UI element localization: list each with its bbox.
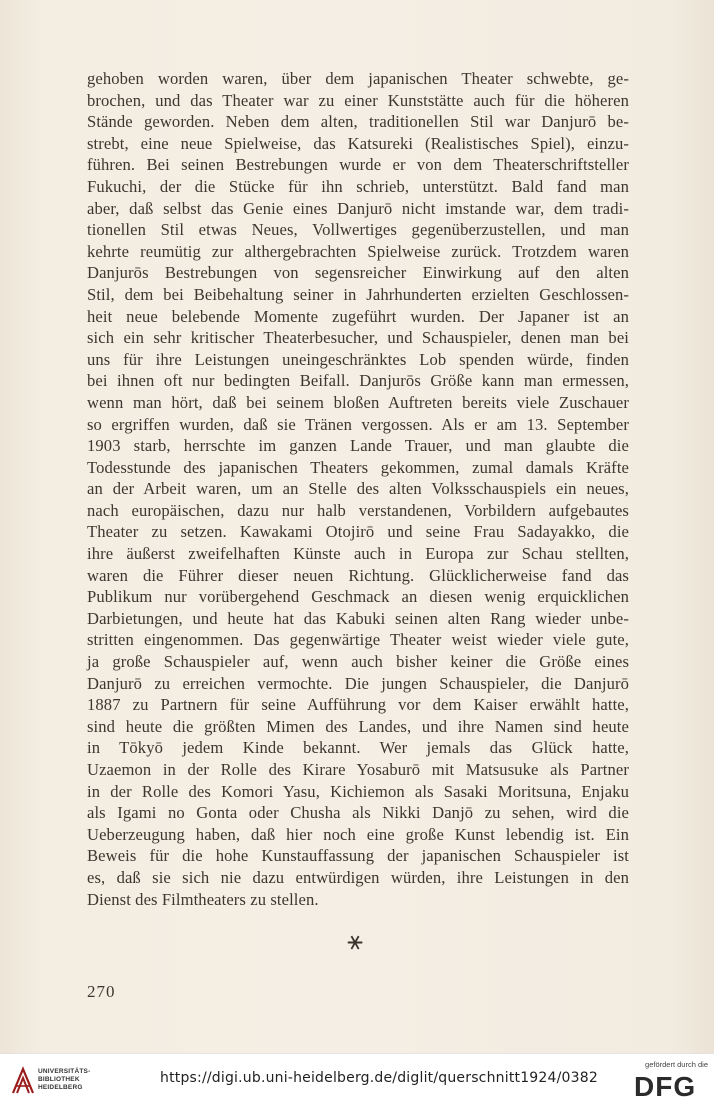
page-number: 270 [87,982,116,1001]
text-line: kehrte reumütig zur althergebrachten Spielweise zurück. Trotzdem waren [87,241,629,261]
text-line: ja große Schauspieler auf, wenn auch bisher keiner die Größe eines [87,652,629,672]
text-line: Theater zu setzen. Kawakami Otojirō und seine Frau Sadayakko, die [87,522,629,542]
text-line: sind heute die größten Mimen des Landes, und ihre Namen sind heute [87,716,629,736]
text-line: 1903 starb, herrschte im ganzen Lande Trauer, und man glaubte die [87,436,629,456]
text-line: als Igami no Gonta oder Chusha als Nikki Danjō zu sehen, wird die [87,803,629,823]
text-line: führen. Bei seinen Bestrebungen wurde er von dem Theaterschriftsteller [87,155,629,175]
body-text [87,68,629,910]
text-line: Stil, dem bei Beibehaltung seiner in Jahrhunderten erzielten Geschlossen- [87,284,629,304]
asterisk-ornament-icon: ⚹ [347,926,363,955]
text-line: sich ein sehr kritischer Theaterbesucher, und Schauspieler, denen man bei [87,328,629,348]
text-line: Darbietungen, und heute hat das Kabuki seinen alten Rang wieder unbe- [87,608,629,628]
text-line: tionellen Stil etwas Neues, Vollwertiges gegenüberzustellen, und man [87,220,629,240]
text-line: Stände geworden. Neben dem alten, traditionellen Stil war Danjurō be- [87,112,629,132]
text-line: Todesstunde des japanischen Theaters gekommen, zumal damals Kräfte [87,457,629,477]
library-logo-text [38,1068,90,1092]
text-line: Ueberzeugung haben, daß hier noch eine große Kunst lebendig ist. Ein [87,824,629,844]
text-line: Danjurōs Bestrebungen von segensreicher Einwirkung auf den alten [87,263,629,283]
text-line: uns für ihre Leistungen uneingeschränktes Lob spenden würde, finden [87,349,629,369]
text-line: es, daß sie sich nie dazu entwürdigen würden, ihre Leistungen in den [87,867,629,887]
text-line: Danjurō zu erreichen vermochte. Die jungen Schauspieler, die Danjurō [87,673,629,693]
text-line: in der Rolle des Komori Yasu, Kichiemon als Sasaki Moritsuna, Enjaku [87,781,629,801]
viewer-footer [0,1053,714,1108]
text-line: so ergriffen wurden, daß sie Tränen vergossen. Als er am 13. September [87,414,629,434]
text-line: waren die Führer dieser neuen Richtung. Glücklicherweise fand das [87,565,629,585]
university-library-logo[interactable] [10,1062,94,1102]
text-line: Uzaemon in der Rolle des Kirare Yosaburō mit Matsusuke als Partner [87,760,629,779]
text-line: bei ihnen oft nur bedingten Beifall. Danjurōs Größe kann man ermessen, [87,371,629,391]
text-line: brochen, und das Theater war zu einer Kunststätte auch für die höheren [87,90,629,110]
text-line: stritten eingenommen. Das gegenwärtige Theater weist wieder viele gute, [87,630,629,650]
text-line: aber, daß selbst das Genie eines Danjurō nicht imstande war, dem tradi- [87,198,629,218]
dfg-funder-logo[interactable] [628,1060,710,1104]
text-line: Beweis für die hohe Kunstauffassung der japanischen Schauspieler ist [87,846,629,866]
text-line: Dienst des Filmtheaters zu stellen. [87,889,319,909]
library-logo-line: BIBLIOTHEK [38,1076,80,1083]
library-logo-line: HEIDELBERG [38,1084,83,1091]
text-line: nach europäischen, dazu nur halb verstandenen, Vorbildern aufgebautes [87,500,629,520]
text-line: heit neue belebende Momente zugeführt wurden. Der Japaner ist an [87,306,629,326]
text-line: Fukuchi, der die Stücke für ihn schrieb, unterstützt. Bald fand man [87,176,629,196]
funder-caption: gefördert durch die [645,1060,708,1069]
text-line: wenn man hört, daß bei seinem bloßen Auftreten bereits viele Zuschauer [87,392,629,412]
dfg-logo-icon: DFG [634,1071,697,1102]
text-line: ihre äußerst zweifelhaften Künste auch in Europa zur Schau stellten, [87,544,629,564]
text-line: 1887 zu Partnern für seine Aufführung vor dem Kaiser erwählt hatte, [87,695,629,715]
text-line: an der Arbeit waren, um an Stelle des alten Volksschauspiels ein neues, [87,479,629,499]
permalink-url[interactable]: https://digi.ub.uni-heidelberg.de/diglit/querschnitt1924/0382 [160,1070,598,1086]
text-line: strebt, eine neue Spielweise, das Katsureki (Realistisches Spiel), einzu- [87,133,629,153]
library-emblem-icon [10,1066,36,1096]
text-line: gehoben worden waren, über dem japanischen Theater schwebte, ge- [87,69,629,88]
library-logo-line: UNIVERSITÄTS- [38,1068,91,1075]
text-line: in Tōkyō jedem Kinde bekannt. Wer jemals das Glück hatte, [87,738,629,758]
text-line: Publikum nur vorübergehend Geschmack an diesen wenig erquicklichen [87,587,629,607]
